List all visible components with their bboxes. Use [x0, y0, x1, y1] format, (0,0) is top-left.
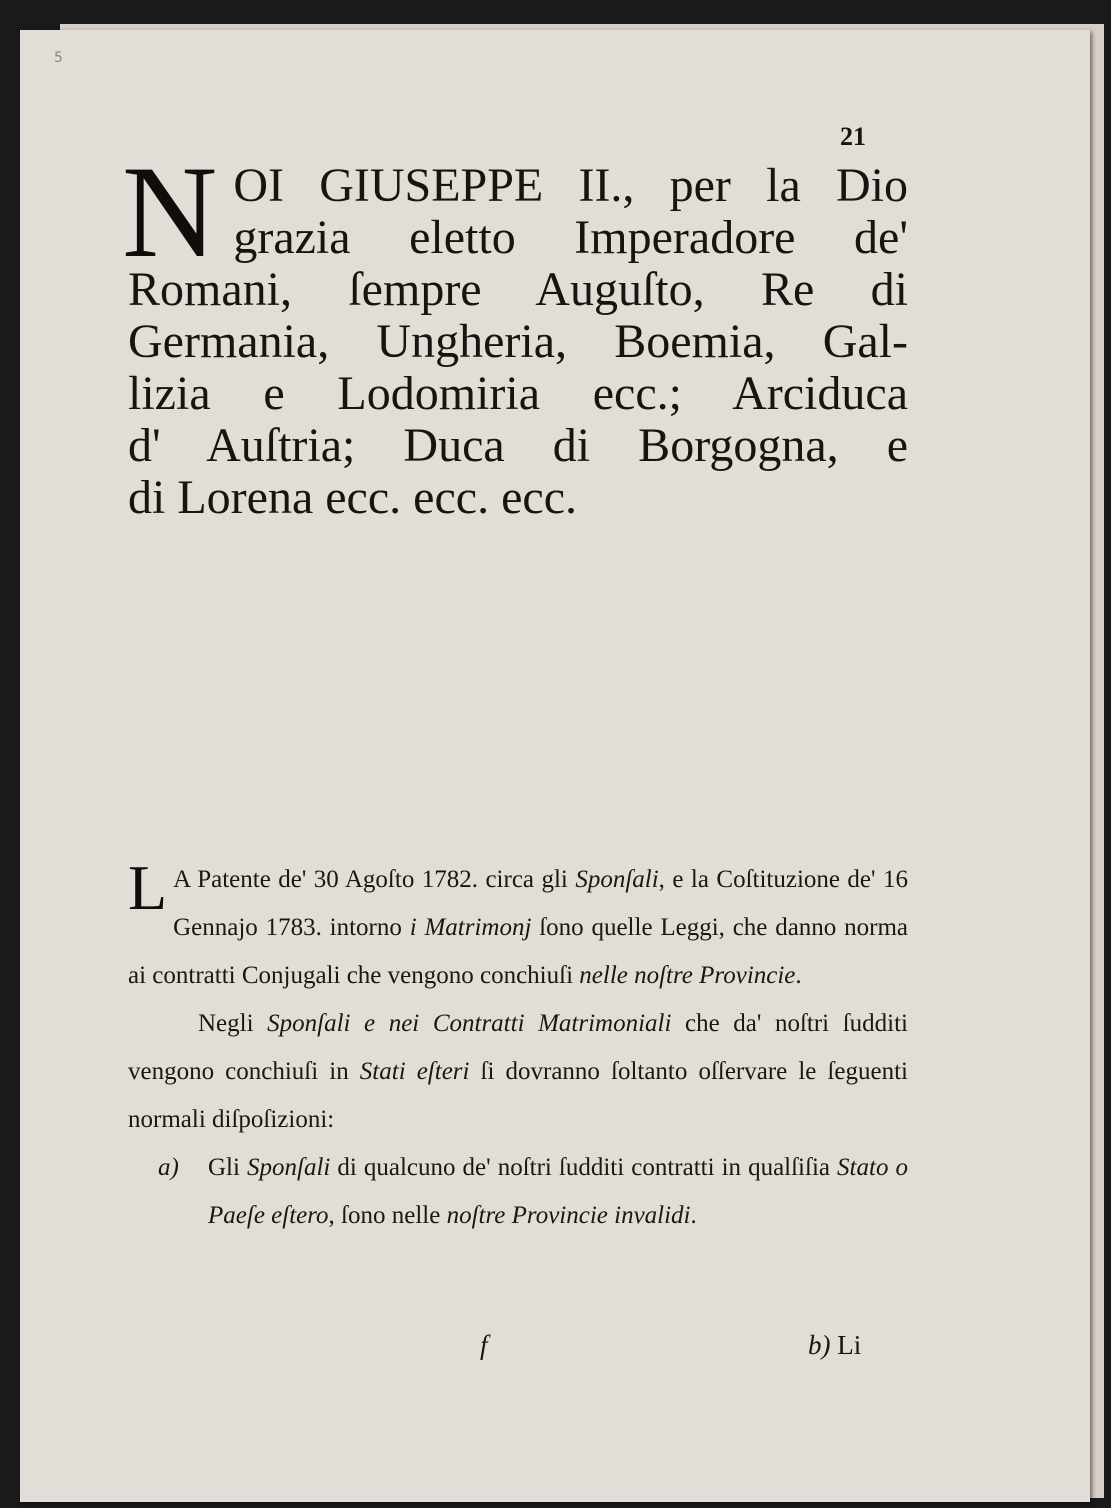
- paragraph-2: [128, 1000, 908, 1144]
- decree-body: [128, 852, 908, 1265]
- item-a-italic-1: Sponſali: [247, 1154, 331, 1181]
- item-a-text-3: , ſono nelle: [328, 1202, 447, 1229]
- heading-line-5: lizia e Lodomiria ecc.; Arciduca: [128, 367, 908, 420]
- paragraph-1: [128, 852, 908, 1000]
- heading-line-3: Romani, ſempre Auguſto, Re di: [128, 263, 908, 316]
- para1-text-a: A Patente de' 30 Agoſto 1782. circa gli: [173, 866, 576, 893]
- heading-line-2: grazia eletto Imperadore de': [233, 211, 908, 264]
- para2-text-c: ſi dovranno ſoltanto oſſervare le ſeguenti normali diſpoſizioni:: [128, 1058, 908, 1133]
- pencil-mark: 5: [54, 50, 63, 66]
- item-a-text-2: di qualcuno de' noſtri ſudditi contratti in qualſiſia: [330, 1154, 838, 1181]
- page-number: 21: [840, 122, 866, 151]
- page-footer: [20, 1330, 1090, 1370]
- para1-text-c: ſono quelle Leggi, che danno norma ai contratti Conjugali che vengono conchiuſi: [128, 914, 908, 989]
- signature-mark: f: [480, 1330, 488, 1360]
- decree-heading: [122, 138, 908, 524]
- list-item-a: [128, 1144, 908, 1240]
- para2-italic-a: Sponſali e nei Contratti Matrimoniali: [267, 1010, 672, 1037]
- para1-text-b: , e la Coſtituzione de' 16 Gennajo 1783. intorno: [173, 866, 908, 941]
- heading-line-6: d' Auſtria; Duca di Borgogna, e: [128, 419, 908, 472]
- item-a-italic-3: noſtre Provincie invalidi: [446, 1202, 691, 1229]
- para1-text-d: .: [795, 962, 802, 989]
- list-item-label: a): [158, 1154, 179, 1181]
- para2-text-b: che da' noſtri ſudditi vengono conchiuſi in: [128, 1010, 908, 1085]
- item-a-italic-2: Stato o Paeſe eſtero: [208, 1154, 908, 1229]
- para1-italic-b: i Matrimonj: [409, 914, 532, 941]
- catchword-label: b): [808, 1330, 831, 1360]
- item-a-text-4: .: [690, 1202, 697, 1229]
- heading-dropcap: N: [122, 138, 218, 285]
- heading-line-1: OI GIUSEPPE II., per la Dio: [233, 159, 908, 212]
- para2-italic-b: Stati eſteri: [359, 1058, 470, 1085]
- item-a-text-1: Gli: [208, 1154, 247, 1181]
- para2-text-a: Negli: [198, 1010, 268, 1037]
- paragraph-initial: L: [128, 852, 168, 923]
- para1-italic-c: nelle noſtre Provincie: [579, 962, 796, 989]
- catchword: [808, 1330, 861, 1361]
- catchword-text: Li: [830, 1330, 862, 1360]
- heading-line-4: Germania, Ungheria, Boemia, Gal-: [128, 315, 908, 368]
- document-page: [20, 30, 1090, 1502]
- heading-line-7: di Lorena ecc. ecc. ecc.: [128, 471, 577, 524]
- para1-italic-a: Sponſali: [575, 866, 659, 893]
